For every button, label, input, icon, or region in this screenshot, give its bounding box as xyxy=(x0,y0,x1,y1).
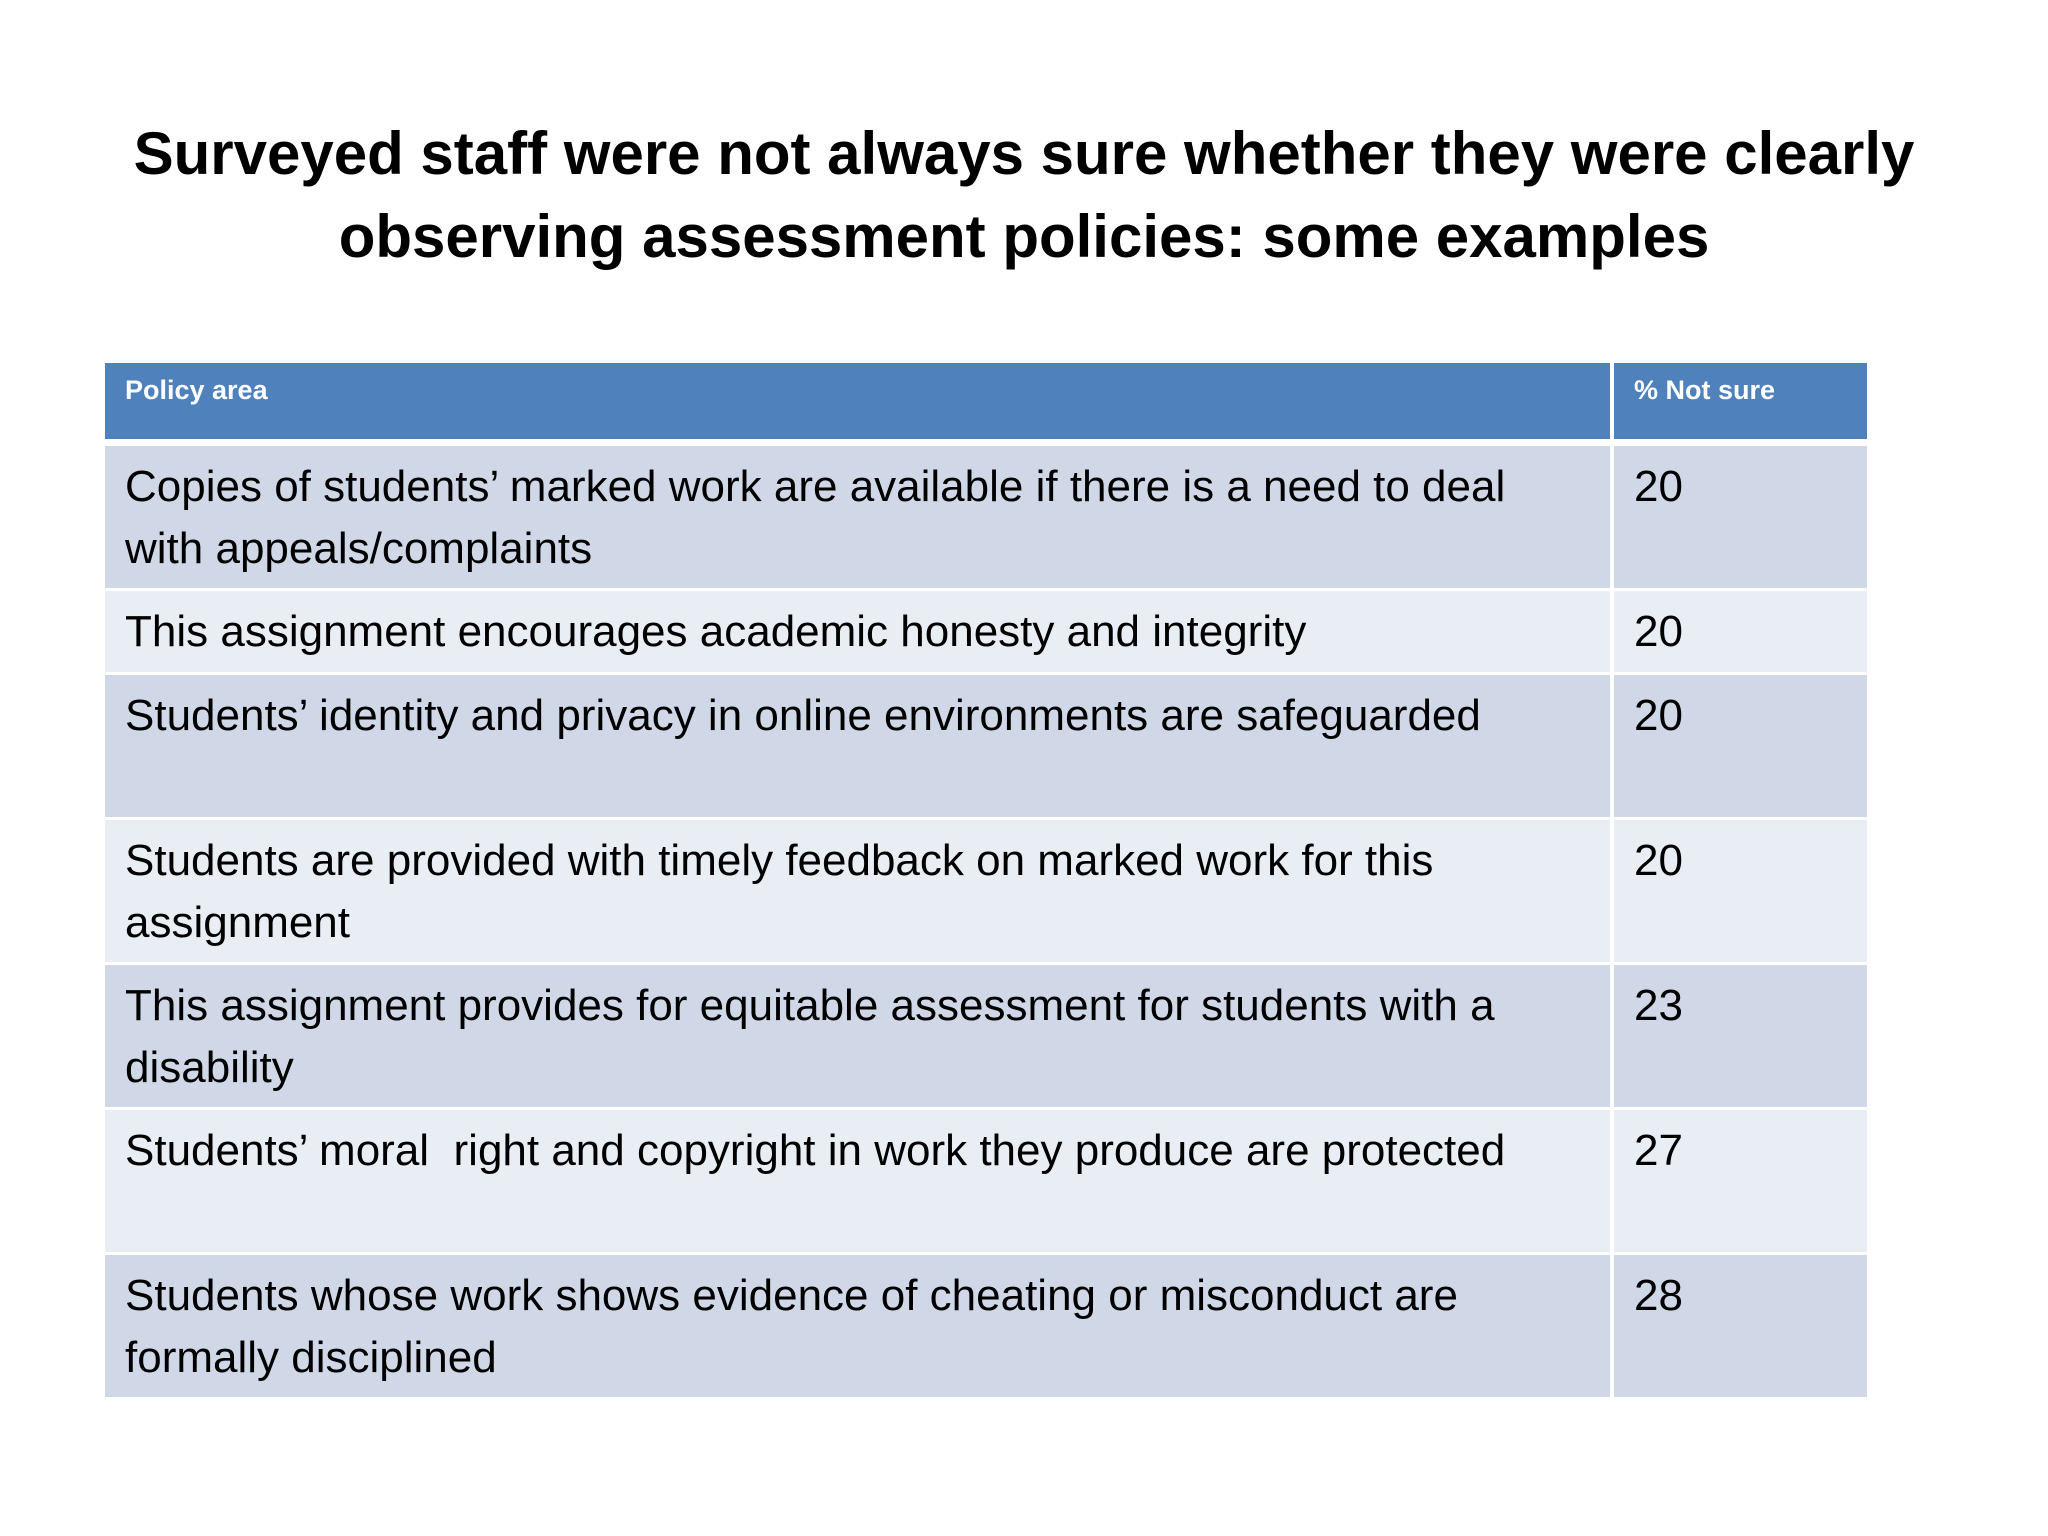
policy-cell: This assignment provides for equitable assessment for students with a disability xyxy=(105,963,1612,1108)
policy-cell: This assignment encourages academic honesty and integrity xyxy=(105,589,1612,673)
column-header-percent-not-sure: % Not sure xyxy=(1612,363,1867,442)
table-row xyxy=(105,1253,1867,1398)
percent-cell: 20 xyxy=(1612,589,1867,673)
table-row xyxy=(105,818,1867,963)
table-row xyxy=(105,442,1867,589)
policy-cell: Students’ identity and privacy in online environments are safeguarded xyxy=(105,673,1612,818)
percent-cell: 20 xyxy=(1612,442,1867,589)
table-row xyxy=(105,589,1867,673)
table-row xyxy=(105,1108,1867,1253)
column-header-policy-area: Policy area xyxy=(105,363,1612,442)
policy-table xyxy=(105,363,1867,1400)
percent-cell: 20 xyxy=(1612,818,1867,963)
policy-cell: Students whose work shows evidence of cheating or misconduct are formally disciplined xyxy=(105,1253,1612,1398)
table-row xyxy=(105,963,1867,1108)
percent-cell: 20 xyxy=(1612,673,1867,818)
table-row xyxy=(105,673,1867,818)
policy-cell: Students are provided with timely feedback on marked work for this assignment xyxy=(105,818,1612,963)
slide-title: Surveyed staff were not always sure whether they were clearly observing assessment policies: some examples xyxy=(133,120,1915,270)
policy-cell: Copies of students’ marked work are available if there is a need to deal with appeals/complaints xyxy=(105,442,1612,589)
policy-cell: Students’ moral right and copyright in work they produce are protected xyxy=(105,1108,1612,1253)
table-header-row xyxy=(105,363,1867,442)
percent-cell: 28 xyxy=(1612,1253,1867,1398)
percent-cell: 27 xyxy=(1612,1108,1867,1253)
percent-cell: 23 xyxy=(1612,963,1867,1108)
